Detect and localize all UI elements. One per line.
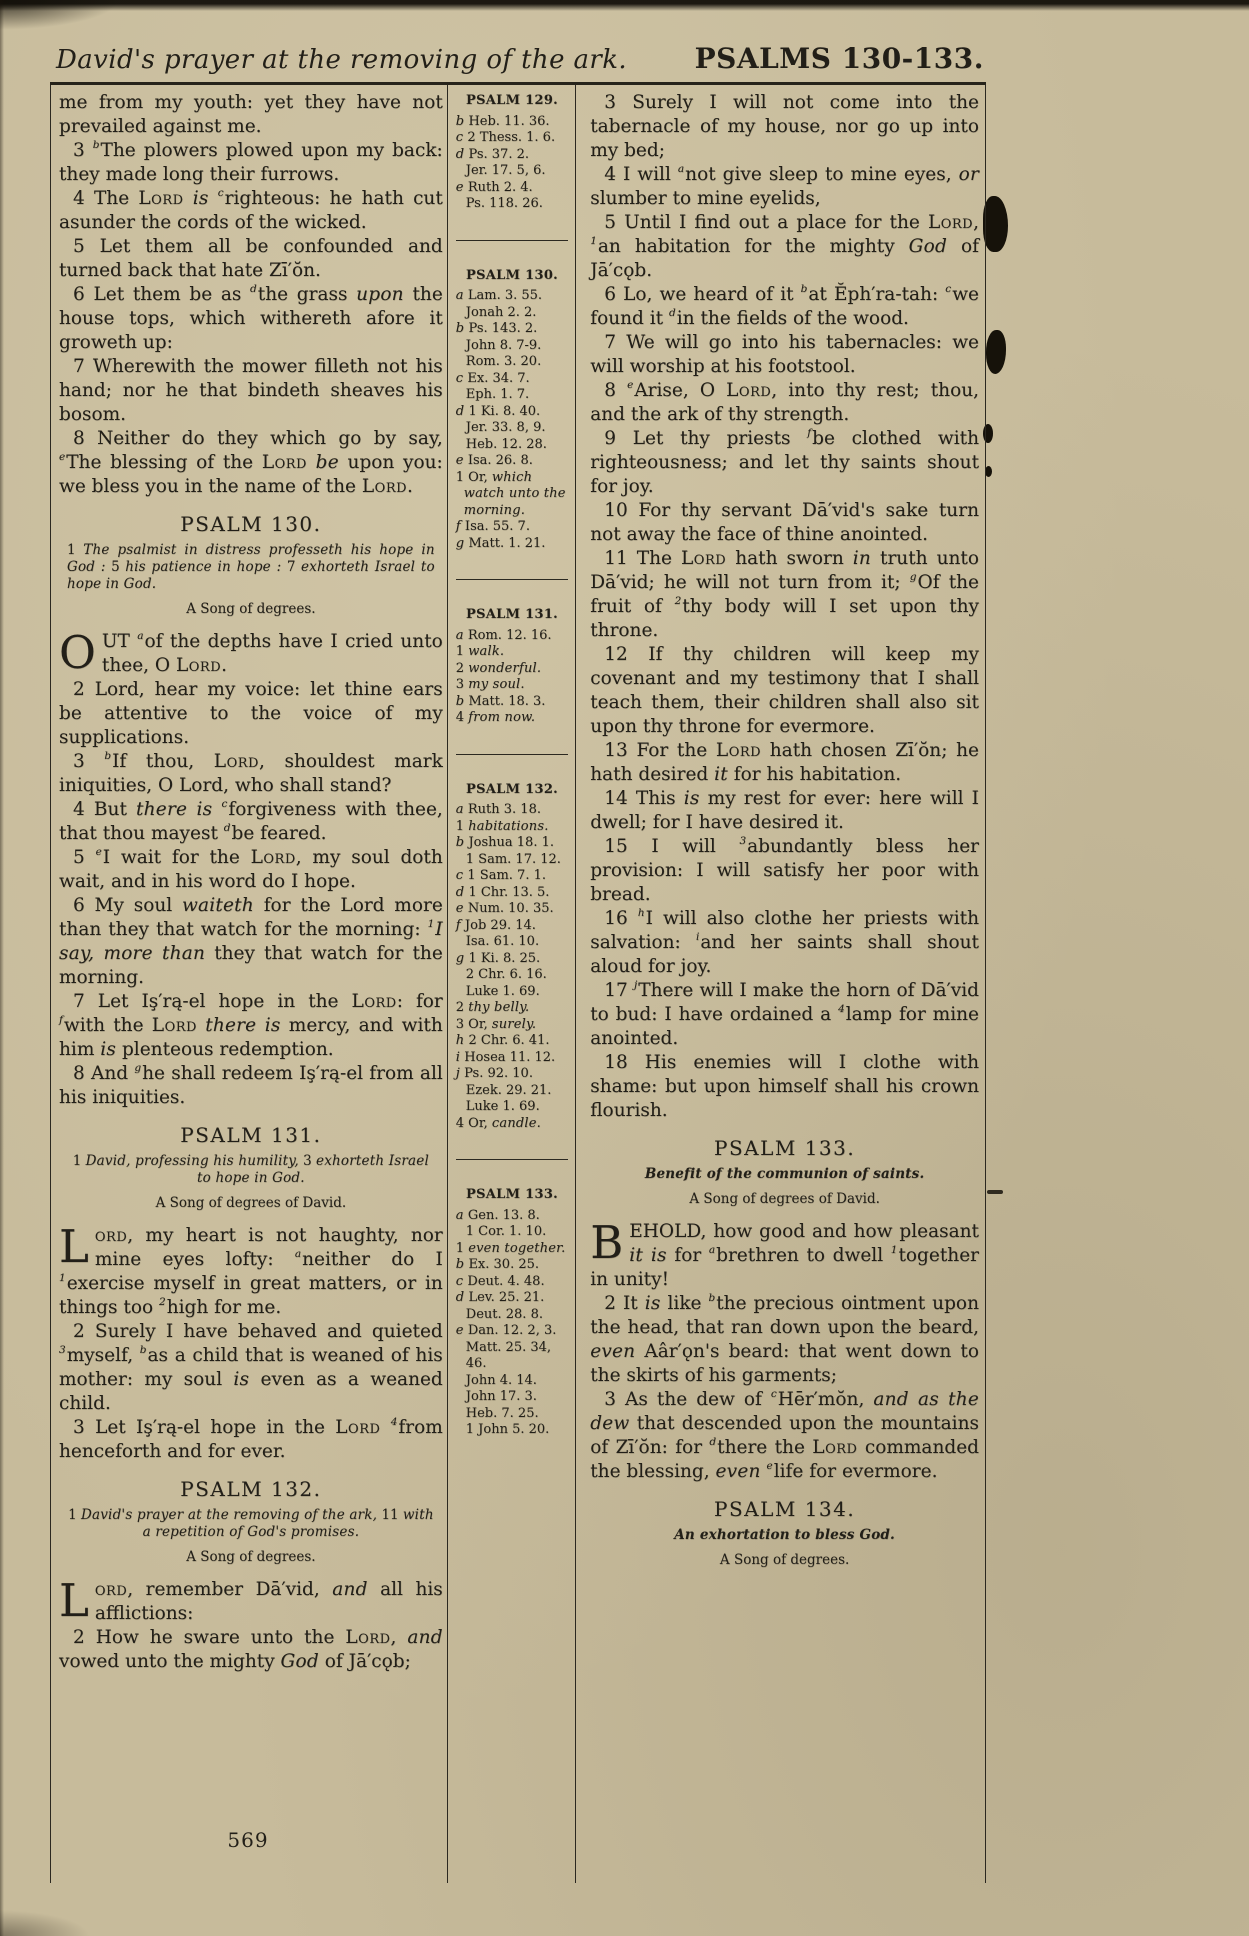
- reference-entry: Heb. 7. 25.: [465, 1405, 539, 1421]
- reference-entry: a Gen. 13. 8.: [455, 1207, 540, 1223]
- reference-entry: b Joshua 18. 1.: [455, 835, 554, 850]
- reference-psalm-heading: PSALM 132.: [466, 781, 558, 797]
- drop-cap-verse: Lord, my heart is not haughty, nor mine eyes lofty: $^a$neither do I $^1$exercise myself in great matters, or in things too $^2$high for me.: [59, 1220, 443, 1318]
- reference-psalm-heading: PSALM 129.: [466, 93, 558, 108]
- psalm-heading: PSALM 134.: [713, 1497, 856, 1521]
- verse-paragraph: 5 Until I find out a place for the Lord, $^1$an habitation for the mighty God of Jā′cǫb.: [590, 212, 979, 281]
- scan-edge-top-left: [0, 0, 120, 30]
- verse-paragraph: 3 As the dew of $^c$Hēr′mŏn, and as the dew that descended upon the mountains of Zī′ŏn: for $^d$there the Lord commanded the blessing, even $^e$life for evermore.: [590, 1387, 980, 1482]
- verse-paragraph: 7 We will go into his tabernacles: we will worship at his footstool.: [590, 332, 979, 377]
- drop-cap-initial: B: [590, 1216, 624, 1269]
- reference-entry: Luke 1. 69.: [465, 983, 540, 999]
- reference-entry: John 4. 14.: [465, 1372, 537, 1388]
- reference-entry: e Num. 10. 35.: [455, 901, 554, 916]
- verse-paragraph: 10 For thy servant Dā′vid's sake turn not away the face of thine anointed.: [590, 500, 979, 545]
- reference-entry: Isa. 61. 10.: [465, 934, 540, 949]
- reference-entry: Jer. 17. 5, 6.: [465, 163, 546, 178]
- reference-psalm-heading: PSALM 133.: [466, 1187, 558, 1202]
- verse-paragraph: 18 His enemies will I clothe with shame: but upon himself shall his crown flourish.: [590, 1052, 979, 1121]
- reference-entry: a Rom. 12. 16.: [455, 627, 552, 643]
- page-content: [50, 38, 986, 1883]
- reference-entry: Matt. 25. 34, 46.: [465, 1339, 552, 1371]
- reference-entry: d 1 Ki. 8. 40.: [455, 403, 541, 419]
- reference-entry: 1 habitations.: [455, 818, 549, 834]
- reference-entry: 1 Cor. 1. 10.: [465, 1224, 547, 1239]
- verse-paragraph: 6 Let them be as $^d$the grass upon the house tops, which withereth afore it groweth up:: [59, 282, 443, 353]
- reference-entry: a Ruth 3. 18.: [455, 802, 541, 817]
- reference-entry: John 8. 7-9.: [465, 337, 542, 353]
- verse-paragraph: 11 The Lord hath sworn in truth unto Dā′vid; he will not turn from it; $^g$Of the fruit of $^2$thy body will I set upon thy throne.: [590, 548, 980, 641]
- reference-group: [456, 782, 568, 1133]
- verse-paragraph: 4 I will $^a$not give sleep to mine eyes, or slumber to mine eyelids,: [590, 162, 979, 209]
- song-of-degrees-caption: A Song of degrees of David.: [689, 1191, 880, 1207]
- reference-entry: e Isa. 26. 8.: [455, 453, 533, 468]
- verse-paragraph: 2 How he sware unto the Lord, and vowed unto the mighty God of Jā′cǫb;: [59, 1627, 443, 1672]
- running-head: David's prayer at the removing of the ark.: [56, 45, 628, 75]
- reference-entry: g Matt. 1. 21.: [455, 535, 546, 551]
- verse-paragraph: 8 $^e$Arise, O Lord, into thy rest; thou, and the ark of thy strength.: [590, 378, 979, 425]
- reference-entry: h 2 Chr. 6. 41.: [455, 1033, 550, 1048]
- verse-paragraph: 7 Wherewith the mower filleth not his hand; nor he that bindeth sheaves his bosom.: [59, 356, 443, 425]
- reference-group-divider: [456, 240, 568, 241]
- psalm-heading: PSALM 131.: [180, 1123, 322, 1147]
- verse-paragraph: 14 This is my rest for ever: here will I dwell; for I have desired it.: [590, 788, 979, 833]
- verse-paragraph: 2 Surely I have behaved and quieted $^3$myself, $^b$as a child that is weaned of his mother: my soul is even as a weaned child.: [59, 1321, 443, 1414]
- reference-entry: f Job 29. 14.: [455, 917, 536, 933]
- verse-paragraph: 9 Let thy priests $^f$be clothed with righteousness; and let thy saints shout for joy.: [590, 426, 979, 497]
- reference-entry: b Ps. 143. 2.: [455, 321, 538, 336]
- continuation-paragraph: me from my youth: yet they have not prevailed against me.: [59, 92, 443, 137]
- psalm-heading: PSALM 132.: [180, 1477, 322, 1501]
- scan-edge-top: [0, 0, 1249, 11]
- reference-group-divider: [456, 754, 568, 755]
- scan-edge-bottom-left: [0, 1910, 90, 1936]
- reference-entry: 1 Or, which watch unto the morning.: [455, 469, 566, 518]
- ink-blot: [986, 330, 1006, 374]
- reference-entry: b Matt. 18. 3.: [455, 693, 546, 709]
- reference-entry: d Ps. 37. 2.: [455, 146, 529, 162]
- verse-paragraph: 12 If thy children will keep my covenant and my testimony that I shall teach them, their children shall also sit upon thy throne for evermore.: [590, 644, 979, 737]
- verse-paragraph: 8 And $^g$he shall redeem Iş′rą-el from all his iniquities.: [59, 1061, 443, 1108]
- reference-entry: d Lev. 25. 21.: [455, 1290, 545, 1305]
- reference-entry: Jonah 2. 2.: [465, 304, 537, 320]
- reference-entry: c Deut. 4. 48.: [455, 1273, 545, 1289]
- reference-entry: 4 Or, candle.: [455, 1115, 542, 1131]
- reference-entry: c 1 Sam. 7. 1.: [455, 868, 546, 883]
- drop-cap-verse: Lord, remember Dā′vid, and all his afflictions:: [59, 1574, 443, 1627]
- verse-paragraph: 17 $^j$There will I make the horn of Dā′vid to bud: I have ordained a $^4$lamp for mine anointed.: [590, 978, 980, 1049]
- reference-entry: Ezek. 29. 21.: [465, 1082, 552, 1098]
- reference-entry: Heb. 12. 28.: [465, 436, 547, 452]
- verse-paragraph: 3 $^b$If thou, Lord, shouldest mark iniquities, O Lord, who shall stand?: [59, 749, 443, 796]
- psalm-heading: PSALM 130.: [180, 512, 322, 536]
- reference-entry: c 2 Thess. 1. 6.: [455, 130, 556, 145]
- verse-paragraph: 6 Lo, we heard of it $^b$at Ĕph′ra-tah: $^c$we found it $^d$in the fields of the wood.: [590, 282, 979, 329]
- ink-blot: [987, 1190, 1003, 1194]
- page-number: 569: [227, 1828, 269, 1852]
- reference-entry: Ps. 118. 26.: [465, 196, 543, 211]
- verse-paragraph: 13 For the Lord hath chosen Zī′ŏn; he hath desired it for his habitation.: [590, 740, 979, 785]
- page-header: [50, 38, 986, 75]
- reference-group: [456, 1187, 568, 1439]
- reference-entry: 2 Chr. 6. 16.: [465, 967, 547, 982]
- reference-entry: Luke 1. 69.: [465, 1099, 540, 1114]
- cross-reference-column: [447, 85, 576, 1883]
- chapter-argument: 1 David's prayer at the removing of the ark, 11 with a repetition of God's promises.: [68, 1507, 434, 1540]
- reference-entry: John 17. 3.: [465, 1389, 537, 1404]
- verse-paragraph: 3 Surely I will not come into the tabernacle of my house, nor go up into my bed;: [590, 92, 979, 161]
- reference-entry: 1 walk.: [455, 644, 505, 659]
- verse-paragraph: 5 Let them all be confounded and turned back that hate Zī′ŏn.: [59, 236, 443, 281]
- song-of-degrees-caption: A Song of degrees.: [186, 1549, 316, 1565]
- verse-paragraph: 2 Lord, hear my voice: let thine ears be attentive to the voice of my supplications.: [59, 679, 443, 748]
- verse-paragraph: 7 Let Iş′rą-el hope in the Lord: for $^f$with the Lord there is mercy, and with him is plenteous redemption.: [59, 991, 443, 1060]
- verse-paragraph: 16 $^h$I will also clothe her priests with salvation: $^i$and her saints shall shout aloud for joy.: [590, 906, 980, 977]
- verse-paragraph: 15 I will $^3$abundantly bless her provision: I will satisfy her poor with bread.: [590, 834, 979, 905]
- ink-blot: [983, 196, 1008, 252]
- drop-cap-initial: L: [59, 1220, 89, 1273]
- left-text-column: [51, 85, 447, 1883]
- reference-entry: 1 Sam. 17. 12.: [465, 851, 561, 867]
- reference-entry: j Ps. 92. 10.: [455, 1066, 533, 1081]
- reference-entry: Eph. 1. 7.: [465, 387, 530, 402]
- reference-entry: a Lam. 3. 55.: [455, 288, 543, 303]
- reference-entry: 1 John 5. 20.: [465, 1422, 550, 1437]
- text-columns: [50, 85, 986, 1883]
- chapter-argument: 1 David, professing his humility, 3 exhorteth Israel to hope in God.: [72, 1153, 429, 1186]
- drop-cap-verse: OUT $^a$of the depths have I cried unto thee, O Lord.: [59, 626, 443, 679]
- reference-psalm-heading: PSALM 131.: [466, 607, 558, 622]
- ink-blot: [985, 466, 992, 477]
- reference-entry: Deut. 28. 8.: [465, 1306, 543, 1322]
- verse-paragraph: 4 But there is $^c$forgiveness with thee, that thou mayest $^d$be feared.: [59, 797, 443, 844]
- reference-entry: 3 Or, surely.: [455, 1016, 537, 1032]
- reference-entry: g 1 Ki. 8. 25.: [455, 950, 541, 966]
- reference-entry: 2 wonderful.: [455, 660, 542, 676]
- reference-group: [456, 607, 568, 727]
- reference-group: [456, 93, 568, 213]
- reference-group-divider: [456, 579, 568, 580]
- reference-entry: Jer. 33. 8, 9.: [465, 420, 546, 435]
- reference-entry: d 1 Chr. 13. 5.: [455, 884, 550, 900]
- reference-entry: c Ex. 34. 7.: [455, 370, 530, 386]
- verse-paragraph: 6 My soul waiteth for the Lord more than they that watch for the morning: $^1$I say, more than they that watch for the morning.: [59, 895, 443, 988]
- drop-cap-initial: O: [59, 626, 96, 679]
- reference-entry: i Hosea 11. 12.: [455, 1049, 556, 1065]
- psalm-heading: PSALM 133.: [713, 1136, 856, 1160]
- song-of-degrees-caption: A Song of degrees of David.: [155, 1195, 347, 1211]
- reference-entry: e Dan. 12. 2, 3.: [455, 1323, 557, 1338]
- reference-group-divider: [456, 1159, 568, 1160]
- chapter-argument: Benefit of the communion of saints.: [644, 1166, 925, 1182]
- verse-paragraph: 5 $^e$I wait for the Lord, my soul doth wait, and in his word do I hope.: [59, 845, 443, 892]
- right-text-column: [576, 85, 985, 1883]
- reference-entry: b Ex. 30. 25.: [455, 1257, 540, 1272]
- scan-edge-left: [0, 0, 4, 1936]
- song-of-degrees-caption: A Song of degrees.: [186, 601, 316, 617]
- reference-entry: 1 even together.: [455, 1240, 566, 1256]
- verse-paragraph: 3 $^b$The plowers plowed upon my back: they made long their furrows.: [59, 138, 443, 185]
- reference-entry: 2 thy belly.: [455, 1000, 530, 1015]
- verse-paragraph: 8 Neither do they which go by say, $^e$The blessing of the Lord be upon you: we bless you in the name of the Lord.: [59, 428, 443, 497]
- chapter-argument: An exhortation to bless God.: [674, 1527, 895, 1543]
- verse-paragraph: 3 Let Iş′rą-el hope in the Lord $^4$from henceforth and for ever.: [59, 1415, 443, 1462]
- verse-paragraph: 4 The Lord is $^c$righteous: he hath cut asunder the cords of the wicked.: [59, 186, 443, 233]
- reference-psalm-heading: PSALM 130.: [466, 267, 558, 283]
- song-of-degrees-caption: A Song of degrees.: [719, 1552, 850, 1568]
- page-title: PSALMS 130-133.: [694, 42, 984, 75]
- reference-entry: f Isa. 55. 7.: [455, 519, 530, 534]
- drop-cap-verse: BEHOLD, how good and how pleasant it is for $^a$brethren to dwell $^1$together in unity!: [590, 1216, 979, 1290]
- reference-entry: b Heb. 11. 36.: [455, 113, 550, 129]
- drop-cap-initial: L: [59, 1574, 89, 1627]
- reference-entry: e Ruth 2. 4.: [455, 179, 533, 195]
- reference-entry: Rom. 3. 20.: [465, 354, 542, 369]
- verse-paragraph: 2 It is like $^b$the precious ointment upon the head, that ran down upon the beard, even Aâr′ǫn's beard: that went down to the skirts of his garments;: [590, 1291, 979, 1386]
- reference-entry: 4 from now.: [455, 710, 536, 725]
- reference-group: [456, 268, 568, 553]
- chapter-argument: 1 The psalmist in distress professeth his hope in God : 5 his patience in hope : 7 exhorteth Israel to hope in God.: [67, 542, 435, 592]
- reference-entry: 3 my soul.: [455, 677, 525, 692]
